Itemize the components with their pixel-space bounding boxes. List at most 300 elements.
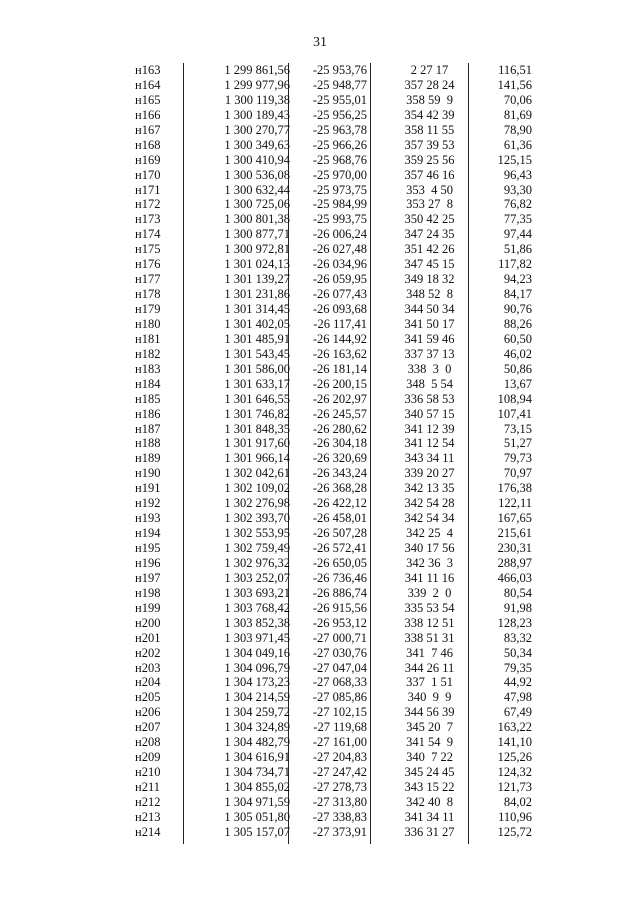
point-id-cell: н181 xyxy=(135,331,161,346)
coord-x-cell: 1 303 693,21 xyxy=(224,585,290,600)
point-id-cell: н198 xyxy=(135,585,161,600)
table-row xyxy=(120,511,540,526)
coord-y-cell: -27 000,71 xyxy=(312,630,367,645)
distance-cell: 128,23 xyxy=(497,615,532,630)
distance-cell: 77,35 xyxy=(503,212,532,227)
coord-x-cell: 1 301 139,27 xyxy=(224,272,290,287)
point-id-cell: н173 xyxy=(135,212,161,227)
direction-angle-cell: 351 42 26 xyxy=(404,242,455,257)
distance-cell: 107,41 xyxy=(497,406,532,421)
distance-cell: 117,82 xyxy=(498,257,532,272)
distance-cell: 79,35 xyxy=(503,660,532,675)
distance-cell: 288,97 xyxy=(497,555,532,570)
coord-x-cell: 1 302 393,70 xyxy=(224,511,290,526)
coord-x-cell: 1 304 214,59 xyxy=(224,690,290,705)
coord-y-cell: -25 955,01 xyxy=(312,92,367,107)
coord-x-cell: 1 304 049,16 xyxy=(224,645,290,660)
coord-y-cell: -25 953,76 xyxy=(312,63,367,77)
coord-x-cell: 1 301 402,05 xyxy=(224,316,290,331)
point-id-cell: н166 xyxy=(135,107,161,122)
distance-cell: 44,92 xyxy=(503,675,532,690)
direction-angle-cell: 344 26 11 xyxy=(404,660,455,675)
coord-y-cell: -26 736,46 xyxy=(312,570,367,585)
point-id-cell: н182 xyxy=(135,346,161,361)
table-row xyxy=(120,362,540,377)
coord-x-cell: 1 301 633,17 xyxy=(224,376,290,391)
coord-y-cell: -27 313,80 xyxy=(312,794,367,809)
direction-angle-cell: 350 42 25 xyxy=(404,212,455,227)
table-row xyxy=(120,108,540,123)
distance-cell: 121,73 xyxy=(497,780,532,794)
coord-x-cell: 1 301 485,91 xyxy=(224,331,290,346)
point-id-cell: н170 xyxy=(135,167,161,182)
coord-y-cell: -25 970,00 xyxy=(312,167,367,182)
coord-y-cell: -26 507,28 xyxy=(312,526,367,541)
coordinates-table xyxy=(120,63,540,840)
direction-angle-cell: 337 1 51 xyxy=(406,675,453,690)
direction-angle-cell: 338 12 51 xyxy=(404,615,455,630)
coord-y-cell: -26 368,28 xyxy=(312,481,367,496)
coord-x-cell: 1 304 173,23 xyxy=(224,675,290,690)
distance-cell: 141,10 xyxy=(497,735,532,750)
direction-angle-cell: 341 11 16 xyxy=(404,570,455,585)
coord-x-cell: 1 301 231,86 xyxy=(224,287,290,302)
direction-angle-cell: 341 59 46 xyxy=(404,331,455,346)
table-row xyxy=(120,765,540,780)
coord-x-cell: 1 301 543,45 xyxy=(224,346,290,361)
table-row xyxy=(120,138,540,153)
table-row xyxy=(120,317,540,332)
coord-y-cell: -26 144,92 xyxy=(312,331,367,346)
point-id-cell: н212 xyxy=(135,794,161,809)
coord-y-cell: -26 650,05 xyxy=(312,555,367,570)
coord-y-cell: -26 006,24 xyxy=(312,227,367,242)
direction-angle-cell: 342 40 8 xyxy=(406,794,453,809)
coord-x-cell: 1 301 966,14 xyxy=(224,451,290,466)
coord-x-cell: 1 301 646,55 xyxy=(224,391,290,406)
table-row xyxy=(120,496,540,511)
direction-angle-cell: 2 27 17 xyxy=(410,63,449,77)
coord-x-cell: 1 304 482,79 xyxy=(224,735,290,750)
coord-x-cell: 1 301 746,82 xyxy=(224,406,290,421)
point-id-cell: н185 xyxy=(135,391,161,406)
point-id-cell: н189 xyxy=(135,451,161,466)
table-row xyxy=(120,332,540,347)
direction-angle-cell: 345 24 45 xyxy=(404,765,455,780)
coord-x-cell: 1 304 616,91 xyxy=(224,750,290,765)
direction-angle-cell: 347 24 35 xyxy=(404,227,455,242)
distance-cell: 163,22 xyxy=(497,720,532,735)
coord-x-cell: 1 300 725,06 xyxy=(224,197,290,212)
point-id-cell: н208 xyxy=(135,735,161,750)
table-row xyxy=(120,392,540,407)
point-id-cell: н180 xyxy=(135,316,161,331)
coord-y-cell: -26 422,12 xyxy=(312,496,367,511)
coord-y-cell: -25 968,76 xyxy=(312,152,367,167)
coord-x-cell: 1 304 324,89 xyxy=(224,720,290,735)
direction-angle-cell: 343 34 11 xyxy=(404,451,455,466)
point-id-cell: н187 xyxy=(135,421,161,436)
distance-cell: 47,98 xyxy=(503,690,532,705)
distance-cell: 97,44 xyxy=(503,227,532,242)
point-id-cell: н164 xyxy=(135,77,161,92)
direction-angle-cell: 341 50 17 xyxy=(404,316,455,331)
coord-y-cell: -27 373,91 xyxy=(312,824,367,839)
point-id-cell: н196 xyxy=(135,555,161,570)
coord-y-cell: -25 963,78 xyxy=(312,122,367,137)
table-row xyxy=(120,780,540,795)
coord-y-cell: -26 304,18 xyxy=(312,436,367,451)
point-id-cell: н191 xyxy=(135,481,161,496)
table-row xyxy=(120,168,540,183)
distance-cell: 110,96 xyxy=(498,809,532,824)
distance-cell: 141,56 xyxy=(497,77,532,92)
distance-cell: 125,15 xyxy=(497,152,532,167)
distance-cell: 60,50 xyxy=(503,331,532,346)
direction-angle-cell: 341 34 11 xyxy=(404,809,455,824)
coord-y-cell: -26 886,74 xyxy=(312,585,367,600)
point-id-cell: н167 xyxy=(135,122,161,137)
direction-angle-cell: 359 25 56 xyxy=(404,152,455,167)
point-id-cell: н176 xyxy=(135,257,161,272)
point-id-cell: н179 xyxy=(135,302,161,316)
coord-x-cell: 1 303 852,38 xyxy=(224,615,290,630)
direction-angle-cell: 357 46 16 xyxy=(404,167,455,182)
point-id-cell: н199 xyxy=(135,600,161,615)
point-id-cell: н200 xyxy=(135,615,161,630)
coord-y-cell: -26 027,48 xyxy=(312,242,367,257)
point-id-cell: н184 xyxy=(135,376,161,391)
coord-x-cell: 1 302 976,32 xyxy=(224,555,290,570)
coord-y-cell: -25 966,26 xyxy=(312,137,367,152)
direction-angle-cell: 343 15 22 xyxy=(404,780,455,794)
point-id-cell: н165 xyxy=(135,92,161,107)
table-row xyxy=(120,287,540,302)
distance-cell: 81,69 xyxy=(503,107,532,122)
table-row xyxy=(120,153,540,168)
direction-angle-cell: 358 59 9 xyxy=(406,92,453,107)
coord-x-cell: 1 302 759,49 xyxy=(224,541,290,555)
coord-x-cell: 1 305 051,80 xyxy=(224,809,290,824)
distance-cell: 96,43 xyxy=(503,167,532,182)
coord-x-cell: 1 301 314,45 xyxy=(224,302,290,316)
coord-y-cell: -25 956,25 xyxy=(312,107,367,122)
coord-y-cell: -26 458,01 xyxy=(312,511,367,526)
table-row xyxy=(120,436,540,451)
direction-angle-cell: 358 11 55 xyxy=(404,122,455,137)
distance-cell: 79,73 xyxy=(503,451,532,466)
point-id-cell: н169 xyxy=(135,152,161,167)
coord-y-cell: -26 953,12 xyxy=(312,615,367,630)
coord-x-cell: 1 302 553,95 xyxy=(224,526,290,541)
point-id-cell: н186 xyxy=(135,406,161,421)
table-row xyxy=(120,735,540,750)
coord-y-cell: -26 572,41 xyxy=(312,541,367,555)
coord-x-cell: 1 299 861,56 xyxy=(224,63,290,77)
direction-angle-cell: 340 57 15 xyxy=(404,406,455,421)
table-row xyxy=(120,63,540,78)
coord-x-cell: 1 301 917,60 xyxy=(224,436,290,451)
direction-angle-cell: 348 52 8 xyxy=(406,287,453,302)
coord-y-cell: -27 030,76 xyxy=(312,645,367,660)
distance-cell: 94,23 xyxy=(503,272,532,287)
direction-angle-cell: 344 56 39 xyxy=(404,705,455,720)
point-id-cell: н211 xyxy=(135,780,160,794)
point-id-cell: н163 xyxy=(135,63,161,77)
distance-cell: 51,27 xyxy=(503,436,532,451)
point-id-cell: н201 xyxy=(135,630,161,645)
table-row xyxy=(120,556,540,571)
table-row xyxy=(120,616,540,631)
coord-x-cell: 1 304 259,72 xyxy=(224,705,290,720)
direction-angle-cell: 336 31 27 xyxy=(404,824,455,839)
distance-cell: 167,65 xyxy=(497,511,532,526)
point-id-cell: н203 xyxy=(135,660,161,675)
coord-x-cell: 1 300 801,38 xyxy=(224,212,290,227)
distance-cell: 108,94 xyxy=(497,391,532,406)
direction-angle-cell: 341 54 9 xyxy=(406,735,453,750)
distance-cell: 230,31 xyxy=(497,541,532,555)
table-row xyxy=(120,631,540,646)
coord-y-cell: -26 280,62 xyxy=(312,421,367,436)
table-row xyxy=(120,541,540,556)
distance-cell: 46,02 xyxy=(503,346,532,361)
coord-y-cell: -27 119,68 xyxy=(313,720,367,735)
coord-y-cell: -26 202,97 xyxy=(312,391,367,406)
coord-x-cell: 1 302 042,61 xyxy=(224,466,290,481)
table-row xyxy=(120,93,540,108)
table-row xyxy=(120,123,540,138)
point-id-cell: н174 xyxy=(135,227,161,242)
coord-y-cell: -27 204,83 xyxy=(312,750,367,765)
table-row xyxy=(120,750,540,765)
coord-x-cell: 1 300 349,63 xyxy=(224,137,290,152)
direction-angle-cell: 353 4 50 xyxy=(406,182,453,197)
coord-y-cell: -26 200,15 xyxy=(312,376,367,391)
distance-cell: 50,86 xyxy=(503,361,532,376)
distance-cell: 70,06 xyxy=(503,92,532,107)
coord-x-cell: 1 304 971,59 xyxy=(224,794,290,809)
point-id-cell: н172 xyxy=(135,197,161,212)
coord-y-cell: -26 093,68 xyxy=(312,302,367,316)
table-row xyxy=(120,675,540,690)
distance-cell: 51,86 xyxy=(503,242,532,257)
distance-cell: 91,98 xyxy=(503,600,532,615)
direction-angle-cell: 339 20 27 xyxy=(404,466,455,481)
point-id-cell: н183 xyxy=(135,361,161,376)
direction-angle-cell: 337 37 13 xyxy=(404,346,455,361)
direction-angle-cell: 335 53 54 xyxy=(404,600,455,615)
table-row xyxy=(120,586,540,601)
point-id-cell: н205 xyxy=(135,690,161,705)
table-row xyxy=(120,571,540,586)
point-id-cell: н202 xyxy=(135,645,161,660)
distance-cell: 76,82 xyxy=(503,197,532,212)
point-id-cell: н209 xyxy=(135,750,161,765)
distance-cell: 61,36 xyxy=(503,137,532,152)
coord-y-cell: -26 059,95 xyxy=(312,272,367,287)
direction-angle-cell: 353 27 8 xyxy=(406,197,453,212)
point-id-cell: н213 xyxy=(135,809,161,824)
coord-x-cell: 1 300 189,43 xyxy=(224,107,290,122)
direction-angle-cell: 342 54 34 xyxy=(404,511,455,526)
table-row xyxy=(120,242,540,257)
table-row xyxy=(120,227,540,242)
point-id-cell: н193 xyxy=(135,511,161,526)
coord-y-cell: -26 181,14 xyxy=(312,361,367,376)
table-row xyxy=(120,825,540,840)
coord-y-cell: -26 163,62 xyxy=(312,346,367,361)
coord-x-cell: 1 303 971,45 xyxy=(224,630,290,645)
distance-cell: 84,17 xyxy=(503,287,532,302)
distance-cell: 466,03 xyxy=(497,570,532,585)
point-id-cell: н214 xyxy=(135,824,161,839)
distance-cell: 125,72 xyxy=(497,824,532,839)
coord-x-cell: 1 304 096,79 xyxy=(224,660,290,675)
table-row xyxy=(120,690,540,705)
coord-y-cell: -26 343,24 xyxy=(312,466,367,481)
distance-cell: 50,34 xyxy=(503,645,532,660)
direction-angle-cell: 354 42 39 xyxy=(404,107,455,122)
direction-angle-cell: 338 51 31 xyxy=(404,630,455,645)
coord-y-cell: -25 973,75 xyxy=(312,182,367,197)
coord-y-cell: -27 085,86 xyxy=(312,690,367,705)
table-row xyxy=(120,197,540,212)
distance-cell: 13,67 xyxy=(503,376,532,391)
distance-cell: 83,32 xyxy=(503,630,532,645)
point-id-cell: н168 xyxy=(135,137,161,152)
point-id-cell: н175 xyxy=(135,242,161,257)
coord-x-cell: 1 299 977,96 xyxy=(224,77,290,92)
distance-cell: 124,32 xyxy=(497,765,532,780)
coord-y-cell: -27 338,83 xyxy=(312,809,367,824)
table-row xyxy=(120,422,540,437)
direction-angle-cell: 340 9 9 xyxy=(407,690,452,705)
coord-x-cell: 1 302 276,98 xyxy=(224,496,290,511)
distance-cell: 122,11 xyxy=(498,496,532,511)
coord-y-cell: -26 320,69 xyxy=(312,451,367,466)
direction-angle-cell: 342 54 28 xyxy=(404,496,455,511)
point-id-cell: н206 xyxy=(135,705,161,720)
direction-angle-cell: 340 7 22 xyxy=(406,750,453,765)
table-row xyxy=(120,451,540,466)
distance-cell: 93,30 xyxy=(503,182,532,197)
coord-y-cell: -27 247,42 xyxy=(312,765,367,780)
table-row xyxy=(120,720,540,735)
distance-cell: 125,26 xyxy=(497,750,532,765)
direction-angle-cell: 336 58 53 xyxy=(404,391,455,406)
direction-angle-cell: 342 36 3 xyxy=(406,555,453,570)
coord-x-cell: 1 303 768,42 xyxy=(224,600,290,615)
coord-y-cell: -27 102,15 xyxy=(312,705,367,720)
coord-x-cell: 1 303 252,07 xyxy=(224,570,290,585)
coord-y-cell: -27 047,04 xyxy=(312,660,367,675)
coord-x-cell: 1 300 119,38 xyxy=(224,92,290,107)
distance-cell: 73,15 xyxy=(503,421,532,436)
table-row xyxy=(120,810,540,825)
direction-angle-cell: 348 5 54 xyxy=(406,376,453,391)
direction-angle-cell: 341 7 46 xyxy=(406,645,453,660)
coord-y-cell: -25 984,99 xyxy=(312,197,367,212)
direction-angle-cell: 339 2 0 xyxy=(407,585,452,600)
distance-cell: 215,61 xyxy=(497,526,532,541)
table-row xyxy=(120,78,540,93)
coord-x-cell: 1 300 270,77 xyxy=(224,122,290,137)
direction-angle-cell: 344 50 34 xyxy=(404,302,455,316)
table-row xyxy=(120,407,540,422)
coord-x-cell: 1 304 855,02 xyxy=(224,780,290,794)
table-row xyxy=(120,257,540,272)
point-id-cell: н207 xyxy=(135,720,161,735)
coord-y-cell: -26 034,96 xyxy=(312,257,367,272)
table-row xyxy=(120,377,540,392)
coord-x-cell: 1 301 024,13 xyxy=(224,257,290,272)
point-id-cell: н197 xyxy=(135,570,161,585)
coord-y-cell: -26 245,57 xyxy=(312,406,367,421)
distance-cell: 84,02 xyxy=(503,794,532,809)
direction-angle-cell: 349 18 32 xyxy=(404,272,455,287)
coord-y-cell: -27 068,33 xyxy=(312,675,367,690)
coord-y-cell: -25 948,77 xyxy=(312,77,367,92)
coord-x-cell: 1 301 848,35 xyxy=(224,421,290,436)
coord-y-cell: -27 161,00 xyxy=(312,735,367,750)
point-id-cell: н192 xyxy=(135,496,161,511)
distance-cell: 176,38 xyxy=(497,481,532,496)
table-row xyxy=(120,795,540,810)
table-row xyxy=(120,183,540,198)
coord-x-cell: 1 300 632,44 xyxy=(224,182,290,197)
coord-x-cell: 1 300 536,08 xyxy=(224,167,290,182)
coord-x-cell: 1 300 972,81 xyxy=(224,242,290,257)
point-id-cell: н194 xyxy=(135,526,161,541)
table-row xyxy=(120,272,540,287)
distance-cell: 70,97 xyxy=(503,466,532,481)
direction-angle-cell: 357 28 24 xyxy=(404,77,455,92)
table-row xyxy=(120,302,540,317)
direction-angle-cell: 342 13 35 xyxy=(404,481,455,496)
point-id-cell: н210 xyxy=(135,765,161,780)
coord-x-cell: 1 305 157,07 xyxy=(224,824,290,839)
table-row xyxy=(120,347,540,362)
distance-cell: 80,54 xyxy=(503,585,532,600)
coord-x-cell: 1 304 734,71 xyxy=(224,765,290,780)
direction-angle-cell: 338 3 0 xyxy=(407,361,452,376)
distance-cell: 78,90 xyxy=(503,122,532,137)
table-row xyxy=(120,705,540,720)
direction-angle-cell: 347 45 15 xyxy=(404,257,455,272)
coord-y-cell: -26 915,56 xyxy=(312,600,367,615)
coord-x-cell: 1 301 586,00 xyxy=(224,361,290,376)
direction-angle-cell: 357 39 53 xyxy=(404,137,455,152)
direction-angle-cell: 341 12 54 xyxy=(404,436,455,451)
distance-cell: 67,49 xyxy=(503,705,532,720)
table-row xyxy=(120,466,540,481)
point-id-cell: н190 xyxy=(135,466,161,481)
point-id-cell: н178 xyxy=(135,287,161,302)
point-id-cell: н195 xyxy=(135,541,161,555)
table-row xyxy=(120,601,540,616)
direction-angle-cell: 341 12 39 xyxy=(404,421,455,436)
direction-angle-cell: 345 20 7 xyxy=(406,720,453,735)
coord-y-cell: -25 993,75 xyxy=(312,212,367,227)
coord-y-cell: -27 278,73 xyxy=(312,780,367,794)
coord-x-cell: 1 300 877,71 xyxy=(224,227,290,242)
point-id-cell: н171 xyxy=(135,182,161,197)
page-number: 31 xyxy=(313,35,327,50)
direction-angle-cell: 340 17 56 xyxy=(404,541,455,555)
table-row xyxy=(120,661,540,676)
distance-cell: 90,76 xyxy=(503,302,532,316)
